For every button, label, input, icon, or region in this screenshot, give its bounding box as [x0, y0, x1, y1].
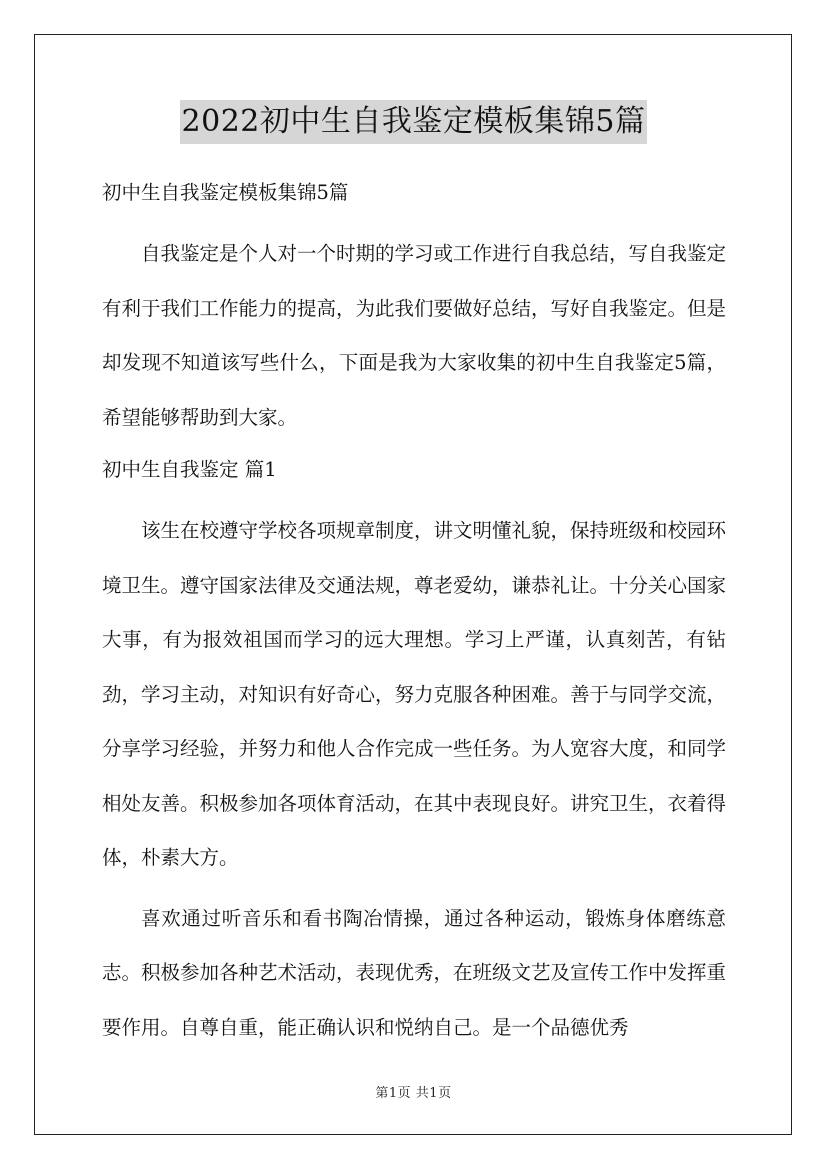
- document-body: [102, 174, 726, 1061]
- page-footer: 第1页 共1页: [375, 1086, 452, 1101]
- intro-paragraph: 自我鉴定是个人对一个时期的学习或工作进行自我总结，写自我鉴定有利于我们工作能力的提高，为此我们要做好总结，写好自我鉴定。但是却发现不知道该写些什么，下面是我为大家收集的初中生自我鉴定5篇，希望能够帮助到大家。: [102, 242, 727, 429]
- section-1-paragraph-2: 喜欢通过听音乐和看书陶冶情操，通过各种运动，锻炼身体磨练意志。积极参加各种艺术活动，表现优秀，在班级文艺及宣传工作中发挥重要作用。自尊自重，能正确认识和悦纳自己。是一个品德优秀: [102, 906, 727, 1039]
- title-container: [0, 100, 827, 144]
- section-1-paragraph-1: 该生在校遵守学校各项规章制度，讲文明懂礼貌，保持班级和校园环境卫生。遵守国家法律及交通法规，尊老爱幼，谦恭礼让。十分关心国家大事，有为报效祖国而学习的远大理想。学习上严谨，认真刻苦，有钻劲，学习主动，对知识有好奇心，努力克服各种困难。善于与同学交流，分享学习经验，并努力和他人合作完成一些任务。为人宽容大度，和同学相处友善。积极参加各项体育活动，在其中表现良好。讲究卫生，衣着得体，朴素大方。: [102, 519, 727, 869]
- section-1-heading: 初中生自我鉴定 篇1: [102, 458, 277, 481]
- document-subtitle: 初中生自我鉴定模板集锦5篇: [102, 181, 349, 204]
- document-title: 2022初中生自我鉴定模板集锦5篇: [180, 100, 648, 144]
